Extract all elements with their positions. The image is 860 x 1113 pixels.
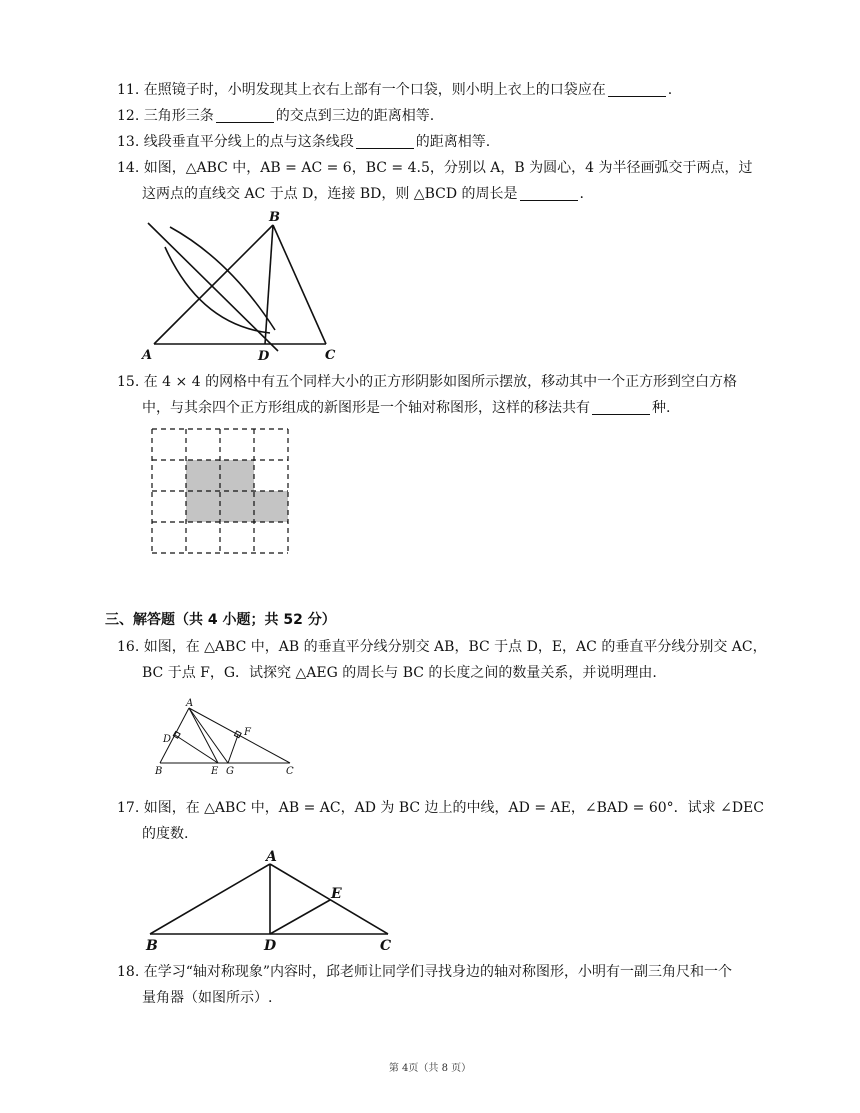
label-d: D	[258, 349, 270, 364]
shaded-square	[186, 460, 220, 491]
question-text: BC 于点 F，G．试探究 △AEG 的周长与 BC 的长度之间的数量关系，并说明理由.	[142, 665, 657, 681]
bisector-fg	[228, 735, 238, 763]
question-text: 如图，△ABC 中，AB = AC = 6，BC = 4.5，分别以 A，B 为圆心，4 为半径画弧交于两点，过	[143, 160, 753, 176]
label-a: A	[186, 698, 194, 709]
segment-de	[270, 900, 330, 934]
question-16-line2	[142, 663, 657, 683]
answer-blank	[520, 186, 578, 201]
question-tail: 种.	[652, 400, 671, 416]
arc-from-a	[170, 227, 275, 330]
shaded-square	[220, 460, 254, 491]
label-c: C	[380, 938, 392, 954]
label-a: A	[142, 348, 153, 363]
question-number: 15.	[117, 374, 140, 390]
label-d: D	[163, 734, 172, 745]
figure-17-triangle	[140, 848, 410, 956]
shaded-square	[186, 491, 220, 522]
question-text: 量角器（如图所示）.	[142, 990, 273, 1006]
segment-ag	[189, 708, 228, 763]
question-16	[117, 637, 767, 657]
label-c: C	[325, 348, 336, 363]
question-11	[117, 80, 672, 100]
question-text: 这两点的直线交 AC 于点 D，连接 BD，则 △BCD 的周长是	[142, 186, 518, 202]
question-14	[117, 158, 753, 178]
label-b: B	[155, 766, 163, 777]
question-number: 11.	[117, 82, 140, 98]
label-e: E	[211, 766, 219, 777]
label-g: G	[226, 766, 234, 777]
question-17	[117, 798, 764, 818]
question-text: 中，与其余四个正方形组成的新图形是一个轴对称图形，这样的移法共有	[142, 400, 590, 416]
question-13	[117, 132, 490, 152]
question-text: 三角形三条	[143, 108, 214, 124]
question-14-line2	[142, 184, 584, 204]
arc-from-b	[165, 247, 270, 333]
page-footer: 第 4页（共 8 页）	[388, 1063, 472, 1074]
question-number: 14.	[117, 160, 140, 176]
question-text: 在 4 × 4 的网格中有五个同样大小的正方形阴影如图所示摆放，移动其中一个正方形到空白方格	[143, 374, 738, 390]
question-text: 如图，在 △ABC 中，AB = AC，AD 为 BC 边上的中线，AD = AE，∠BAD = 60°．试求 ∠DEC	[143, 800, 764, 816]
question-text: 如图，在 △ABC 中，AB 的垂直平分线分别交 AB，BC 于点 D，E，AC 的垂直平分线分别交 AC，	[143, 639, 767, 655]
figure-14-triangle	[140, 205, 350, 365]
shaded-square	[220, 491, 254, 522]
label-b: B	[269, 210, 280, 225]
answer-blank	[608, 82, 666, 97]
question-text: 在学习“轴对称现象”内容时，邱老师让同学们寻找身边的轴对称图形，小明有一副三角尺和一个	[143, 964, 733, 980]
question-text: 在照镜子时，小明发现其上衣右上部有一个口袋，则小明上衣上的口袋应在	[143, 82, 606, 98]
label-a: A	[266, 849, 277, 865]
question-number: 17.	[117, 800, 140, 816]
question-15	[117, 372, 737, 392]
question-tail: .	[667, 82, 673, 98]
question-text: 的度数.	[142, 826, 189, 842]
figure-16-triangle	[150, 697, 310, 779]
answer-blank	[592, 400, 650, 415]
question-tail: 的交点到三边的距离相等.	[275, 108, 435, 124]
segment-ab	[154, 225, 273, 344]
question-number: 16.	[117, 639, 140, 655]
label-d: D	[264, 938, 277, 954]
question-number: 18.	[117, 964, 140, 980]
label-e: E	[331, 886, 342, 902]
question-15-line2	[142, 398, 670, 418]
question-number: 13.	[117, 134, 140, 150]
answer-blank	[356, 134, 414, 149]
figure-15-grid	[150, 427, 292, 557]
segment-bc	[273, 225, 326, 344]
question-12	[117, 106, 434, 126]
shaded-square	[254, 491, 288, 522]
question-text: 线段垂直平分线上的点与这条线段	[143, 134, 354, 150]
label-c: C	[286, 766, 294, 777]
label-f: F	[244, 727, 251, 738]
question-18-line2	[142, 988, 272, 1008]
question-tail: 的距离相等.	[415, 134, 491, 150]
question-number: 12.	[117, 108, 140, 124]
question-tail: .	[579, 186, 584, 202]
question-17-line2	[142, 824, 188, 844]
segment-ab	[150, 864, 270, 934]
section-heading: 三、解答题（共 4 小题；共 52 分）	[105, 612, 336, 628]
label-b: B	[146, 938, 158, 954]
answer-blank	[216, 108, 274, 123]
question-18	[117, 962, 732, 982]
